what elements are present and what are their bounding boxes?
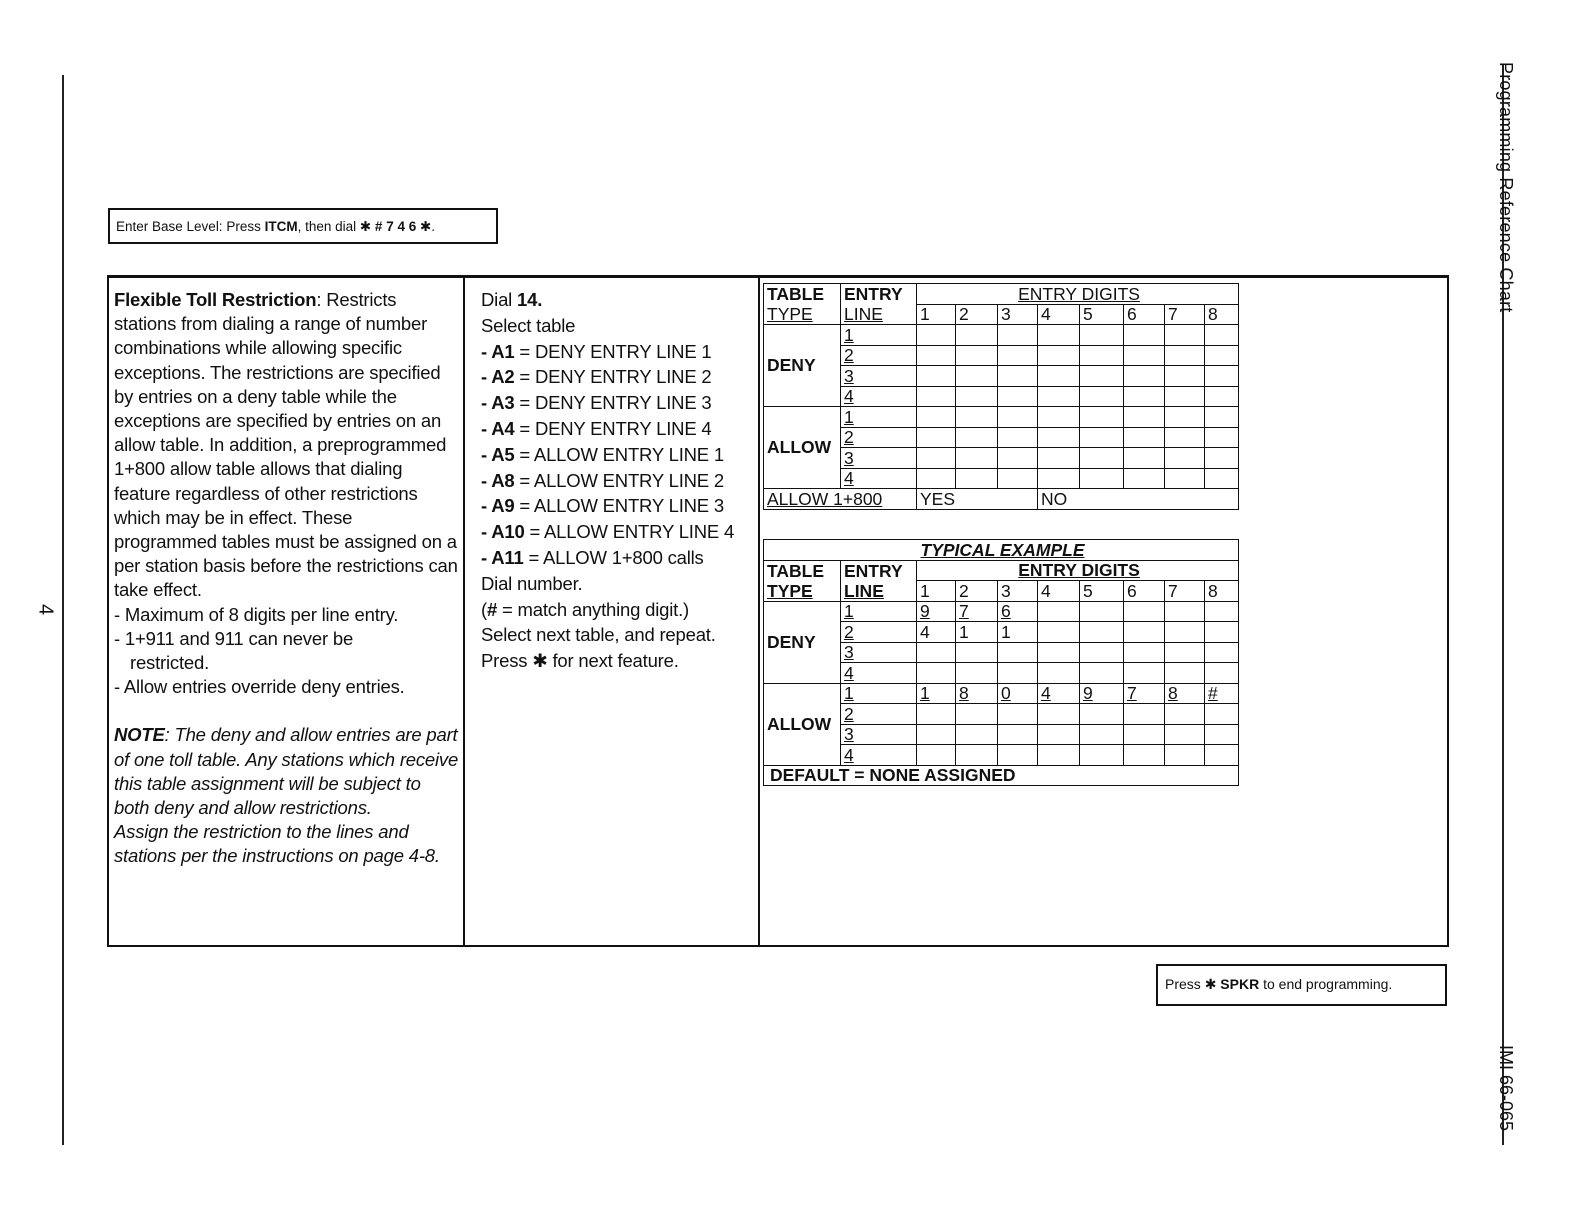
header-line: LINE: [841, 581, 917, 602]
line-number: 2: [841, 704, 917, 725]
digit-cell: 1: [917, 683, 956, 704]
side-title: Programming Reference Chart: [1496, 62, 1516, 313]
table-option: [481, 339, 761, 365]
option-code: - A9: [481, 495, 515, 517]
line-number: 4: [841, 745, 917, 766]
digit-col-header: 6: [1124, 304, 1165, 325]
line-number: 3: [841, 724, 917, 745]
digit-cell: 9: [1080, 683, 1124, 704]
allow-label: ALLOW: [764, 683, 841, 765]
digit-col-header: 6: [1124, 581, 1165, 602]
header-table: TABLE: [764, 284, 841, 305]
default-assignment: DEFAULT = NONE ASSIGNED: [764, 765, 1239, 786]
match-text: = match anything digit.): [497, 598, 689, 620]
example-title: TYPICAL EXAMPLE: [764, 540, 1239, 561]
digit-col-header: 8: [1205, 304, 1239, 325]
match-open: (: [481, 598, 487, 620]
digit-cell: 7: [956, 601, 998, 622]
table-option: [481, 442, 761, 468]
step-dial-code: [481, 287, 761, 313]
digit-cell: 1: [956, 622, 998, 643]
base-level-middle: , then dial: [297, 219, 360, 234]
line-number: 2: [841, 622, 917, 643]
line-number: 3: [841, 366, 917, 387]
option-code: - A3: [481, 392, 515, 414]
press-suffix: for next feature.: [547, 650, 679, 672]
header-entry: ENTRY: [841, 560, 917, 581]
table-option: [481, 519, 761, 545]
option-text: = DENY ENTRY LINE 1: [514, 340, 712, 362]
option-code: - A11: [481, 546, 524, 568]
base-level-code: ✱ # 7 4 6 ✱: [359, 219, 432, 234]
feature-title: Flexible Toll Restriction: [114, 289, 317, 310]
table-option: [481, 364, 761, 390]
digit-col-header: 3: [998, 581, 1038, 602]
step-dial-prefix: Dial: [481, 289, 518, 310]
note-text: : The deny and allow entries are part of one toll table. Any stations which receive this table assignment will be subject to both deny and allow restrictions.: [114, 724, 459, 819]
page-number: 4: [34, 603, 57, 616]
header-entry: ENTRY: [841, 284, 917, 305]
option-text: = ALLOW ENTRY LINE 2: [514, 469, 724, 491]
digit-col-header: 5: [1080, 304, 1124, 325]
step-press-next: [481, 648, 761, 674]
line-number: 4: [841, 468, 917, 489]
step-next-table: Select next table, and repeat.: [481, 624, 716, 646]
base-level-prefix: Enter Base Level: Press: [116, 219, 265, 234]
digit-cell: 4: [917, 622, 956, 643]
header-type: TYPE: [764, 304, 841, 325]
description-bullet: - Maximum of 8 digits per line entry.: [114, 603, 399, 625]
base-level-instruction: [108, 208, 498, 244]
end-suffix: to end programming.: [1259, 976, 1393, 992]
press-prefix: Press: [481, 650, 533, 672]
left-margin-rule: [62, 75, 64, 1145]
digit-col-header: 4: [1038, 304, 1080, 325]
base-level-key: ITCM: [264, 219, 298, 234]
end-programming-instruction: [1156, 964, 1447, 1006]
option-text: = DENY ENTRY LINE 2: [514, 366, 712, 388]
digit-cell: 0: [998, 683, 1038, 704]
digit-cell: 1: [998, 622, 1038, 643]
end-key: ✱ SPKR: [1204, 976, 1260, 992]
column-divider: [463, 278, 465, 945]
digit-cell: 8: [956, 683, 998, 704]
digit-cell: 8: [1165, 683, 1205, 704]
digit-col-header: 7: [1165, 581, 1205, 602]
digit-col-header: 2: [956, 304, 998, 325]
match-key: #: [486, 598, 498, 620]
header-line: LINE: [841, 304, 917, 325]
option-code: - A10: [481, 521, 525, 543]
description-paragraph: [114, 288, 459, 603]
allow-800-yes: YES: [917, 489, 1038, 510]
digit-cell: #: [1205, 683, 1239, 704]
digit-cell: 4: [1038, 683, 1080, 704]
base-level-suffix: .: [431, 219, 436, 234]
step-match-note: [481, 597, 761, 623]
line-number: 1: [841, 325, 917, 346]
digit-cell: 6: [998, 601, 1038, 622]
step-dial-value: 14.: [517, 289, 543, 310]
description-body: : Restricts stations from dialing a range of number combinations while allowing specific exceptions. The restrictions are specified by entries on a deny table while the exceptions are specified by entries on an allow table. In addition, a preprogrammed 1+800 allow table allows that dialing feature regardless of other restrictions which may be in effect. These programmed tables must be assigned on a per station basis before the restrictions can take effect.: [114, 289, 458, 601]
digit-col-header: 1: [917, 304, 956, 325]
description-bullet: restricted.: [130, 652, 210, 674]
line-number: 4: [841, 386, 917, 407]
header-entry-digits: ENTRY DIGITS: [917, 284, 1239, 305]
note-label: NOTE: [114, 724, 165, 746]
line-number: 1: [841, 683, 917, 704]
header-type: TYPE: [764, 581, 841, 602]
digit-col-header: 8: [1205, 581, 1239, 602]
option-code: - A1: [481, 340, 515, 362]
line-number: 4: [841, 663, 917, 684]
step-dial-number: Dial number.: [481, 572, 583, 594]
line-number: 2: [841, 427, 917, 448]
allow-label: ALLOW: [764, 407, 841, 489]
line-number: 3: [841, 448, 917, 469]
option-text: = DENY ENTRY LINE 4: [514, 417, 712, 439]
option-code: - A4: [481, 417, 515, 439]
table-option: [481, 390, 761, 416]
header-entry-digits: ENTRY DIGITS: [917, 560, 1239, 581]
line-number: 3: [841, 642, 917, 663]
line-number: 2: [841, 345, 917, 366]
digit-cell: 9: [917, 601, 956, 622]
digit-col-header: 2: [956, 581, 998, 602]
digit-cell: 7: [1124, 683, 1165, 704]
digit-col-header: 7: [1165, 304, 1205, 325]
digit-col-header: 1: [917, 581, 956, 602]
digit-col-header: 5: [1080, 581, 1124, 602]
option-text: = ALLOW ENTRY LINE 3: [514, 495, 724, 517]
option-code: - A8: [481, 469, 515, 491]
description-bullet: - Allow entries override deny entries.: [114, 676, 405, 698]
table-option: [481, 416, 761, 442]
assign-text: Assign the restriction to the lines and stations per the instructions on page 4-8.: [114, 821, 440, 867]
entry-table-example: [763, 539, 1239, 786]
line-number: 1: [841, 601, 917, 622]
option-code: - A2: [481, 366, 515, 388]
programming-steps: [481, 287, 761, 674]
entry-table-blank: [763, 283, 1239, 510]
note-paragraph: [114, 723, 459, 820]
option-code: - A5: [481, 443, 515, 465]
allow-800-no: NO: [1038, 489, 1239, 510]
option-text: = DENY ENTRY LINE 3: [514, 392, 712, 414]
line-number: 1: [841, 407, 917, 428]
document-id: IMI 66-065: [1496, 1045, 1516, 1132]
allow-800-label: ALLOW 1+800: [764, 489, 917, 510]
deny-label: DENY: [764, 601, 841, 683]
step-select-table: Select table: [481, 314, 576, 336]
option-text: = ALLOW ENTRY LINE 1: [514, 443, 724, 465]
option-text: = ALLOW ENTRY LINE 4: [524, 521, 735, 543]
option-text: = ALLOW 1+800 calls: [523, 546, 704, 568]
end-prefix: Press: [1165, 976, 1205, 992]
table-option: [481, 545, 761, 571]
press-key: ✱: [532, 650, 548, 672]
feature-description: [114, 288, 459, 869]
table-option: [481, 493, 761, 519]
description-bullet: - 1+911 and 911 can never be: [114, 627, 354, 649]
digit-col-header: 3: [998, 304, 1038, 325]
header-table: TABLE: [764, 560, 841, 581]
table-option: [481, 468, 761, 494]
deny-label: DENY: [764, 325, 841, 407]
digit-col-header: 4: [1038, 581, 1080, 602]
